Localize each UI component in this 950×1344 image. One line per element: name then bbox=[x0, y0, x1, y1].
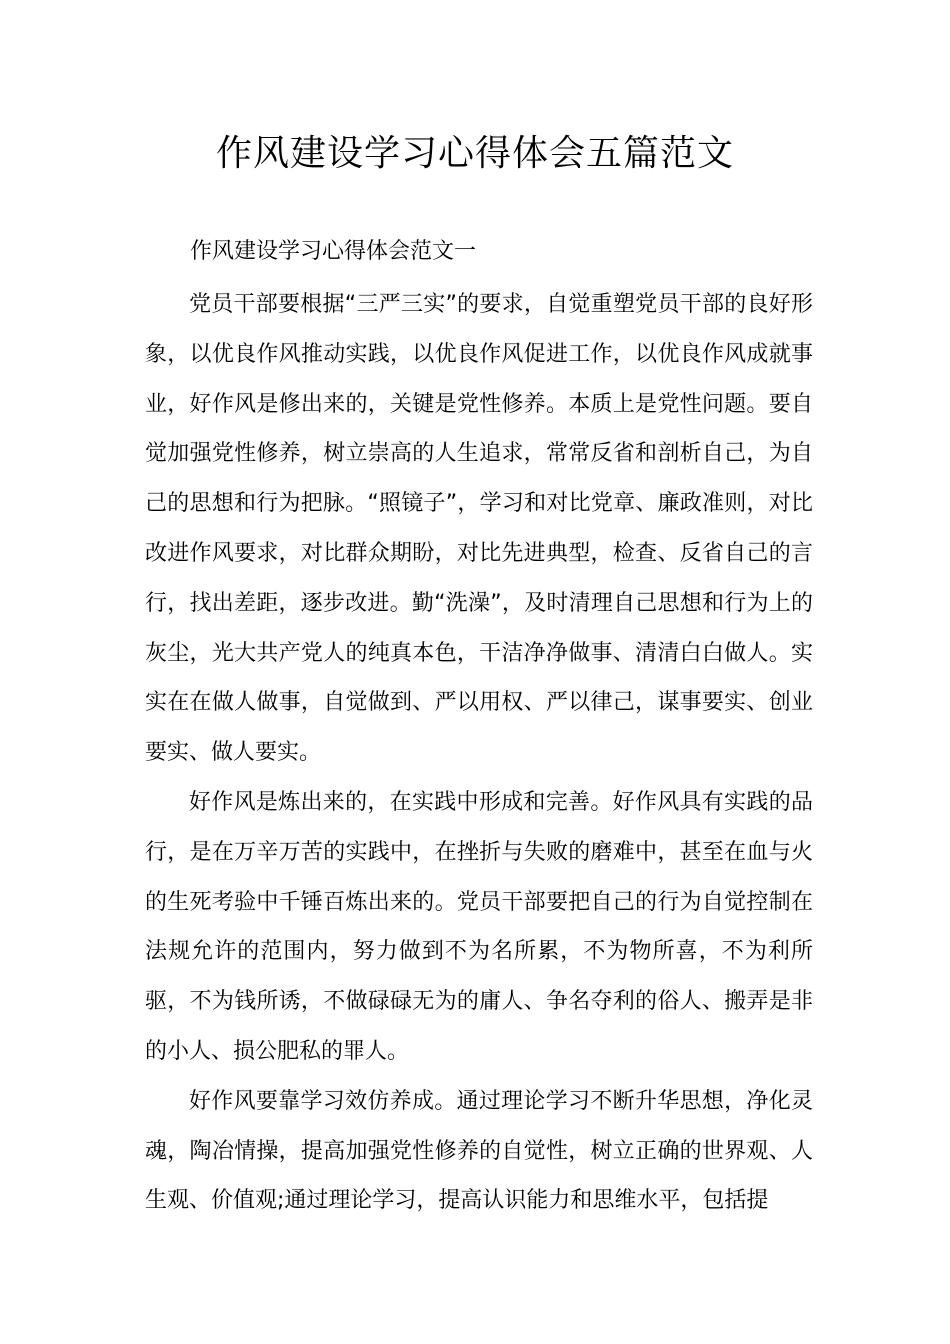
paragraph-2: 好作风是炼出来的，在实践中形成和完善。好作风具有实践的品行，是在万辛万苦的实践中，在挫折与失败的磨难中，甚至在血与火的生死考验中千锤百炼出来的。党员干部要把自己的行为自觉控制在法规允许的范围内，努力做到不为名所累，不为物所喜，不为利所驱，不为钱所诱，不做碌碌无为的庸人、争名夺利的俗人、搬弄是非的小人、损公肥私的罪人。 bbox=[145, 789, 813, 1064]
document-title: 作风建设学习心得体会五篇范文 bbox=[215, 133, 734, 174]
section-subtitle: 作风建设学习心得体会范文一 bbox=[190, 239, 477, 264]
paragraph-3: 好作风要靠学习效仿养成。通过理论学习不断升华思想，净化灵魂，陶冶情操，提高加强党性修养的自觉性，树立正确的世界观、人生观、价值观;通过理论学习，提高认识能力和思维水平，包括提 bbox=[145, 1088, 813, 1214]
paragraph-1: 党员干部要根据“三严三实”的要求，自觉重塑党员干部的良好形象，以优良作风推动实践，以优良作风促进工作，以优良作风成就事业，好作风是修出来的，关键是党性修养。本质上是党性问题。要自觉加强党性修养，树立崇高的人生追求，常常反省和剖析自己，为自己的思想和行为把脉。“照镜子”，学习和对比党章、廉政准则，对比改进作风要求，对比群众期盼，对比先进典型，检查、反省自己的言行，找出差距，逐步改进。勤“洗澡”，及时清理自己思想和行为上的灰尘，光大共产党人的纯真本色，干洁净净做事、清清白白做人。实实在在做人做事，自觉做到、严以用权、严以律己，谋事要实、创业要实、做人要实。 bbox=[145, 292, 813, 766]
document-body bbox=[145, 280, 813, 1226]
